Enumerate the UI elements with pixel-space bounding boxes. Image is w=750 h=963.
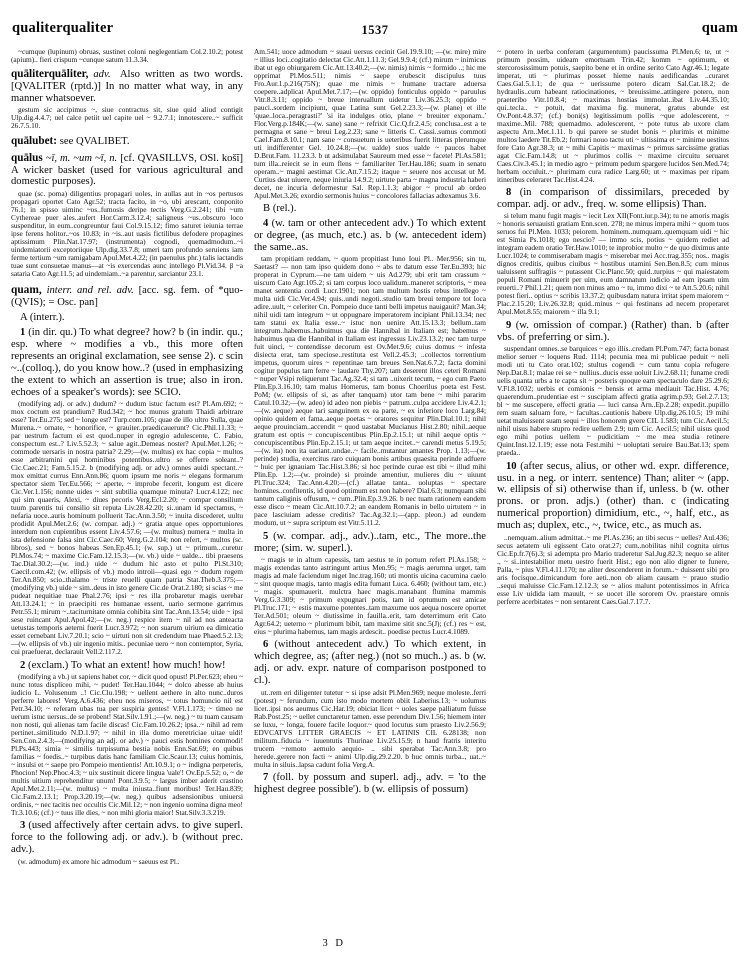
sense-definition: (without antecedent adv.) To which extent, in which degree, as; (after neg.) (not so much..) as. b (w. adj. or adv. expr. nature of comparison postponed to cl.). bbox=[254, 639, 487, 687]
definition-text: Also written as two words. [QVALITER (rptd.)] In no matter what way, in any manner whatsoever. bbox=[11, 69, 243, 104]
definition-text: A wicker basket (used for various agricultural and domestic purposes). bbox=[11, 164, 243, 188]
continued-citation: ~cumque (lupinum) obruas, sustinet coloni neglegentiam Col.2.10.2; potest (apium).. fieri crispum ~cunque satum 11.3.34. bbox=[11, 46, 243, 64]
citation-block: gestum sic accipimus ~, siue contractus sit, siue quid aliud contigit Ulp.dig.4.4.7; uel calce petiit uel capite uel ~ 9.2.7.1; innotescere..~ sufficit 26.7.5.10. bbox=[11, 105, 243, 131]
continued-citation: ~ potero in uerba conferam (argumentum) paucissuma Pl.Men.6; te, ut ~ primum possim, uideam emortuam Trin.42; komm ~ optimum, et stercorosissimum potuis, saepito bene et in ordine serito Cato Agr.46.1; legate imperat, uti ~ plurimas posset hieme nauis aedificandas ..curaret Caes.Gal.5.1.1; de qua ~ uerissume potero dicam Sal.Cat.18.2; de hydraulis..cum habeant ratiocinationes, ~ breuissime..attingere potero, non praeteribo Vitr.10.8.4; ~ maximas hostias immolat..ibat Liv.44.35.10; qui..tecla.. ~ potuit, dat maxima fig. munerat, gratus abunde est Ov.Pont.4.8.37; (cf.) boni(s) legitissimum pollis ~que adolescerent, ~ maxime..Mil. 788; quemadmo. adolescerent, ~ pote tutus ab uxore clam aspectu Arn..Met.1.11. b qui parere se studet bonis ~ plurimis et minime multos laedere Tit.Eb.2; formari nouo tactu uti ~ ultissima et ~ minime uestitos fore Cato Agr.38.3; ut ~ mihi Capitis ~ maximas ~ primus sarcissime gratias agat Cic.Fam.14.8; ut ~ plurimos collis ~ maxime circuitu seruaret Caes.Civ.3.45.1; in medio agro ~ primum pedum spargere lucidos Sen.Med.74; herbam occuluit..~ plurimam cura radice Larg.60; ut ~ maximas per ripam itineribus celeraret Tac.Hist.4.24. bbox=[497, 46, 729, 184]
citation-block: si telum manu fugit magis ~ iecit Lex XII(Font.iur.p.34); tu ne amoris magis ~ honoris seruauisti gratiam Enn.scen. 278; ne minus impera mihi ~ quom tuos seruos fui Pl.Men. 1033; peiorem. hominem..numquam..quemquam uidi ~ hic est Simia Ps.1018; ego nescio? — immo scis, potius ~ quidem rediet ad integram eadem oratio Ter.Haw.1010; te inprobior multo ~ de quo diximus ante Lucr.1024; te commiserabam magis ~ miserebar mei Acc.trag.355; nos.. magis dignos creditis, quibus ciuibus ~ hostibus utamini Sen.Ben.8.5; cum minus ualuissent suffragiis ~ putassent Cic.Planc.50; quid..turpius ~ qui maiestatem populi Romani minuerit per uim, eum damnatum iudicio ad eam ipsam uim reuerti..? Phil.1.21; quem non minus amo ~ tu, immo dixi ~ te Att.5.20.6; nihil potest fieri.. optius ~ scribis 13.37.2; quibusdam natura irritat spem maiorem ~ Plac.2.15.20; Liv.26.32.8; quid..minus ~ qui festinans ad necem properaret Apul.Met.8.55; maiorem ~ illa 9.1; bbox=[497, 211, 729, 317]
sense-2 bbox=[11, 660, 243, 672]
citation-block: (w. admodum) ex amore hic admodum ~ saeuus est Pl.. bbox=[18, 856, 180, 866]
entry-qualus bbox=[11, 153, 243, 189]
sense-7 bbox=[254, 772, 486, 796]
citation-block: ~ magis te in altum capessis, tam aestus te in portum refert Pl.As.158; ~ magis extendas tanto astringunt artius Men.95; ~ magis aerumna urget, tam magis ad male faciendum niget Inc.trag.160; uti montis uicina cacumina caelo ~ sint quoque magis, tanto magis edita fumant Luca. 6.460; (without tam, etc.) ~ magis. spumauerit. mulctra haec magis..manabant flumina mammis Verg.G.3.309; ~ primum expugnari potis, tam id optumum est amicae Pl.Truc.171; ~ estis maxume potentes..tam maxume uos aequa noscere oportet Ter.Ad.501; oleum ~ diutissime in fauilla..erit, tam deterrimum erit Cato Agr.64.2; ueterno ~ plurimum bibit, tam maxime sitit snc.5(J); (cf.) res ~ est, eius ~ plurima habemus, tam magis ardescit.. poedise pectus Lucr.4.1089. bbox=[254, 554, 486, 636]
column-3 bbox=[497, 46, 729, 917]
sense-9 bbox=[497, 320, 729, 344]
citation-block: tam propitiam reddam, ~ quom propitiast Iuno Ioui Pl.. Mer.956; sin tu, Saetast? — non tam ipso quidem dono ~ abs te datum esse Ter.Eu.393; hic properat in Cyprum.—ne tam uidem ~ uis Ad.279; ubi erit tam crassum ~ uiscum Cato Agr.105.2; si tam corpus loco ualidum..maneret scriptoris, ~ mea manet sententia cordi Lucr.1901; non tam multum hostis rebus intellego ~ multa uidi Cic.Ver.4.94; quis..undi negoti..studio tam breui tempore tot loca adire..uult, ~ celeriter Cn. Pompeio duce tanti belli impetus nauigauit? Man.34; nihil uidi tam integrum ~ ut oppugnare imperatorem incipiant Phil.13.34; nec tam statui ex Italia esse..~ istuc non uenire Att.15.13.3; bellum..tam integrum..habemus..habuimus qua die Hannibal in Italiam est; habemus ~ habuimus qua die Hannibal in Italiam est ingressus Liv.23.13.2; nec tam turpe fuit uinci, ~ contendisse decorum est Ov.Met.9.6; cuius domus ~ infesta disiecta erat, tam speciose..restituta est Vell.2.45.3; ..collectos torrentium impetus, quorum uires ~ repentinae tam breues Sen.Nat.6.7.2; facta domini cogitur populus tam ferre ~ laudare Thy.207; tam deserent illos ceteri Romani ~ nuper Vsipi reliquerunt Tac.Ag.32.4; si tam ..uixerit tecum, ~ ego cum Paeto Plin.Ep.3.16.10; tam malus Homerus, tam bonus Choerilus poeta est Fest. PoM; (w. ellipsis of si, as after tanquam) utor tam bene ~ mihi pararim Catul.10.32;—(w. adeo) id adeo non piebis ~ patrum..culpa accidere Liv.4.2.1;—(w. aeque) aeque tari sanguinem ex ea parte, ~ ex inferiore loco Larg.84; opinio quidem et fama..aeque poetas ~ oratores sequitur Plin.Dial.10.1; nihil aeque prouinciam..accendit ~ quod uastabat Mucianus Hist.2.80; nihil..aeque gratum est optis ~ concupiscentibus Plin.Ep.2.15.1; ut nihil aeque optis ~ concupiscentibus Plin.Ep.2.15.1; ut tam aeque incitet..~ carendi metus 5.19.5;—(w. ita) non ita uariant..undae..~ facile..mutantur amantes Prop. 1.13;—(w. perinde) studia, exercitus raro cuiquam bonis artibus quaesita perinde adfuere ~ huic per ignauiam Tac.Hist.3.86; si hoc perinde curae est tibi ~ illud mihi Plin.Ep. 1.2;—(w. proinde) si proinde amentiur, mulieres diu ~ uiuunt Pl.Truc.324; Tac.Ann.4.20;—(cf.) allatae tanta.. uoluptas ~ spectare homines..confitentis, id quod optimum est non habere? Dial.6.3; numquam sibi tantum caliginis offusum, ~ cum..Plin.Ep.3.9.26. b nec tuam rationem eandem esse disco ~ meam Cic.Att.10.7.2; an eandem Romanis in bello uirtutem ~ in pace lasciuiam adesse creditis? Tac.Ag.32.1;—(app. pleon.) ad eundem modum, ut ~ supra scriptum est Vitr.5.11.2. bbox=[254, 254, 486, 528]
running-head-right: quam bbox=[701, 20, 738, 36]
etymology: [acc. sg. fem. of *quo- (QVIS); = Osc. pan] bbox=[11, 285, 244, 309]
sense-number: 10 bbox=[506, 460, 517, 472]
sense-definition: (w. omission of compar.) (Rather) than. b (after vbs. of preferring or sim.). bbox=[497, 319, 729, 343]
section-heading-B: B (rel.). bbox=[263, 203, 297, 214]
citation-block: ..nemquam..alium admittat..~ me Pl.As.236; an tibi secus ~ uelles? Aul.436; secus aetatem uli egissent Cato orat.27; cum..nobilitas nihil cognita uirtus Cic.Ep.fr.7(6).3; si adempta pro Mario traderetur Sal.Jug.82.3; nequo se aliter ., ~ si..intestabilior metu uestro fuerit Hist.; ego non alio digner te funere, Palla, ~ pius V.Fl.4.11.170; ne aliter descenderent in forum..~ duissent sibi pro aris focisque..dimicandum fore aeti..non ob aliam causam ~ prauo studio ..sequi maluisse Cic.Fam.12.12.3; se ~ alios malunt potentissimos in Africa esse Liv uidida iam mauult, ~ se uocet ille sororem Ov. praestare omnis perferre acerbitates ~ non sentarent Caes.Gal.7.17.7. bbox=[497, 532, 729, 606]
sense-number: 9 bbox=[506, 319, 512, 331]
sense-definition: (foll. by possum and superl. adj., adv. = 'to the highest degree possible'). b (w. ellipsis of possum) bbox=[254, 772, 486, 795]
running-head-left: qualiterqualiter bbox=[12, 20, 114, 36]
column-container bbox=[11, 46, 739, 917]
continued-citation: Am.541; uoce admodum ~ suaui uersus cecinit Gel.19.9.10; —(w. mire) mire ~ illius loci..cogitatio delectat Cic.Att.1.11.3; Gel.9.9.4; (cf.) mirum ~ inimicus ibat ut ego obiurgarem Cic.Att.13.40.2;—(w. nimis) nimis ~ formido ..; hic me opprimat Pl.Mos.511; nimis ~ saepe erubescit discipulus tuus Fro.Aur.1.p.216(75N); quae me nimis ~ humane tractare aduersa coepere..adplicat Apul.Met.7.17;—(w. oppido) fonticulus oppido ~ paruulus Vitr.8.3.11; oppido ~ breue interuallum uidetur Liv.36.25.3; oppido ~ pauci..sordem incipiunt, quae Latina sunt Gel.2.23.3;—(w. plane) et ille 'quae..loca..peragrasti?' 'si ita indulges otio, plane ~ breuiter exponam..' Flor.Verg.p.184K;—(w. sane) sane ~ refrixit Cic.Q.fr.2.4.5; conclusa..est a te permagna et sane ~ breui Leg.2.23; sane ~ litteris C. Cassi..sumus commoti Cael.Fam.8.10.1; nam sane ~ consuetum is ueteribus fuerit litteras plerumque uti indifferenter Gel. 10.24.8;—(w. ualde) suos ualde ~ paucos habet D.Brut.Fam. 11.23.3. b ut adsimulabat Saureum med esse ~ facete! Pl.As.581; tum illa..reiecit se in eum flens ~ familiariter Ter.Hau.186; suam in senatu operam..~ magni aestimat Cic.Att.7.15.2; itaque ~ seuere nos accusat ut M. Curtius deat uiuere, neque iniuria 14.9.2; uirtute parta ~ magna industria haberi decet, ne incuria deformestur Sal. Rep.1.1.3; abigor ~ procul ab ordeo Apul.Met.3.26; exordio sermonis huius ~ concolores fallacias adtexamus 3.6. bbox=[254, 46, 486, 200]
sense-definition: (in comparison of dissimilars, preceded by compar. adj. or adv., freq. w. some ellipsis) Than. bbox=[497, 187, 730, 210]
cross-reference: see QVALIBET. bbox=[59, 135, 130, 147]
sense-8 bbox=[497, 187, 729, 211]
column-1 bbox=[11, 46, 243, 917]
citation-block: ut..rem eri diligenter tutetur ~ si ipse adsit Pl.Men.969; neque moleste..ferri (potest) ~ ferundum, cum isto modo mortem obiit Laberius.13; ~ uolumus licet..ipsi nos aeumus Cic.Har.19; obiciat licet ~ uoles saepe palliatum fuisse Rab.Post.25; ~ uellet cunctaretur tamen. esse perendum Div.1.56; hiemem inter se luxu, ~ longa, fouere facile loquor.~ quod locutus sum praesto Liv.2.56.9; EDVCATVS LITTER GRAECIS ~ ET LATINIS CIL 6.28138; non militum..fiducia ~ iuuentutis Thurinae Liv.25.15.9; n haud fratris interitu trucem ~remoto aemulo aequio- .. sibi sperabat Tac.Ann.3.8; pro herede..gerere non facti ~ animi Ulp.dig.29.2.20. b huc omnis turba.., uat..~ multa in siluis..lapsa cadunt folia Verg.A. bbox=[254, 687, 486, 769]
sense-definition: (w. compar. adj., adv.)..tam, etc., The more..the more; (sim. w. superl.). bbox=[254, 530, 486, 554]
entry-qualiterqualiter bbox=[11, 69, 243, 105]
grammar-label: interr. and rel. adv. bbox=[46, 285, 134, 297]
sense-number: 4 bbox=[263, 217, 269, 229]
sense-definition: (after secus, alius, or other wd. expr. difference, usu. in a neg. or interr. sentence) Than; aliter ~ (app. w. ellipsis of si) otherwise than if, unless. b (w. other prons. or pron. adjs.) (other) than. c (indicating numerical proportion) dimidium, etc., ~, half, etc., as much as; duplex, etc., ~, twice, etc., as much as. bbox=[497, 460, 730, 532]
entry-qualubet bbox=[11, 136, 243, 148]
sense-5 bbox=[254, 531, 486, 555]
sense-number: 2 bbox=[20, 659, 26, 671]
running-head bbox=[12, 20, 738, 42]
sense-number: 5 bbox=[263, 530, 269, 542]
entry-quam bbox=[11, 285, 243, 309]
sense-number: 7 bbox=[263, 772, 269, 784]
sense-number: 1 bbox=[20, 327, 26, 339]
section-heading-A: A (interr.). bbox=[20, 312, 65, 324]
citation-block: quae (sc. poma) diligentius propagari uoles, in aullas aut in ~os pertusos propagari oportet Cato Agr.52; tracta facito, in ~o, ubi arescant, conponito 76.1; in spisso uiminc ~os..fumosis deripe tectis Verg.G.2.241; tibi ~um Cythereae puer ales..aufert Hor.Carm.3.12.4; saligneus ~us..obscuro loco suspenditur, in eum..congreuntur faui Col.9.15.12; fimo saturet ieiunia terrae ipse ferens holitor..~os 10.83; in ~is..aut uasis fictilibus defodere propagines aptissimum Plin.Nat.17.97; (instrumenta) cognodi, quemadmodum..~i uindemiatorii exceptoriique Ulp.dig.33.7.8; umeri tam profundo seruiens iam ferme tertium ~um ramigabam Apul.Met.4.22; (in paenulus phr.) talis iactandis tuae sunt consuetae manus—at ~is exercendas aunc intellego Pl.Vid.34. β ~a sataria Cato Agr.11.5; ad uindemiam..~a parentur, sarciantur 23.1. bbox=[11, 188, 243, 278]
sense-1 bbox=[11, 327, 243, 398]
column-2 bbox=[254, 46, 486, 917]
grammar-label: adv. bbox=[93, 69, 111, 80]
etymology: [cf. QVASILLVS, OSl. košĭ] bbox=[120, 152, 244, 164]
inflection: ~ī, m. ~um ~ī, n. bbox=[45, 152, 118, 164]
sense-number: 6 bbox=[263, 639, 269, 651]
headword: quāliterquāliter, bbox=[11, 68, 89, 80]
sense-definition: (w. tam or other antecedent adv.) To which extent or degree, (as much, etc.) as. b (w. antecedent idem) the same..as. bbox=[254, 217, 487, 253]
sense-4 bbox=[254, 218, 486, 254]
signature-mark-container bbox=[0, 938, 750, 949]
folio-number: 1537 bbox=[361, 23, 389, 37]
headword: quam, bbox=[11, 284, 42, 297]
sense-3 bbox=[11, 820, 243, 856]
sense-definition: (exclam.) To what an extent! how much! how! bbox=[28, 659, 226, 671]
citation-block: (modifying a vb.) ut sapiens habet cor, ~ dicit quod opust! Pl.Per.623; eheu ~ nunc totus displiceo mihi, ~ pudet! Ter.Hau.1044; ~ dolco abesse ab huius iudicio L. Volusenum ..! Cic.Clu.198; ~ uellent aethere in alto nunc..duros perferre labores! Verg.A.6.436; eheu nos miseros, ~ totus homuncio nil est Petr.34.10; ~ referam ubas tua per suspiria gentes! V.Fl.1.173; ~ timeo ne uerum istuc uersus..de se probent! Stat.Silv.1.91.;—(w. neg.) ~ tu tuam causam non nosti, qui alienas tam facile discas! Cic.Fam.10.26.2; ipsa..~ nihil ad rem pertinet..similitudo N.D.1.97; ~ nihil in illa domo meretriciae uitae uidi! Sen.Con.2.4.3;—(modifying an adj. or adv.) ~ pauci estis homines commodi! Pl.Ps.443; simia ~ similis turpissuma bestia nobis Enn.Sat.69; en quibus familias ~ foedis..~ turpibus datis hanc familiam Cic.Scaur.13; cuius hominis, ~ insulsi et ~ saepe pro Pompeio mentientis! Att.10.9.1; o ~ indigna perpeteris, Phocion! Nep.Phoc.4.3; ~ uix sustinuit dicere lingua 'uale'! Ov.Ep.5.52; o, ~ de multis uitium reprehenditur unum! Pont.3.9.5; ~ largus imber aderit crastino Apul.Met.2.11;—(w. multus) ~ multa iniusta..fiunt moribus! Ter.Hau.839; Cic.Fam.2.13.1; Prop.3.20.19;—(w. neg.) quibus adsensionibus uniuersi ordinis, ~ nec tacitis nec occultis Cic.Mil.12; ~ non ingenio uomina digna meo! Tr.3.10.6; (cf.) ~ tuus ille dies, ~ non mihi gloria maior! Stat.Silv.3.3.219. bbox=[11, 671, 243, 817]
sense-6 bbox=[254, 639, 486, 687]
headword: quālus bbox=[11, 151, 43, 164]
sense-number: 3 bbox=[20, 820, 26, 832]
signature-mark: 3 D bbox=[322, 938, 346, 949]
citation-block: (modifying adj. or adv.) dudum? ~ dudum istuc factum est? Pl.Am.692; ~ mox coctum est prandium? Rud.342; ~ hoc munus gratum Thaidi arbitrare esse? Ter.Eu.275; sed ~ longe est? Turp.com.105; quae de illo ultro Sulla, quae Murena..~ ornate, ~ honorifice, ~ grauiter..praedicauerunt? Cic.Phil.11.33; ~ par uestrum factum ei est quod..nuper in egregio adulescente, C. Fabio, conspectum est..? Liv.5.52.3; ~ salue agit..Demeas noster? Apul.Met.1.26; ~ commode uersaris in nostra patria? 2.29;—(w. multus) ex hac copia ~ multos esse arbitramini qui hominibus potentibus..ultro se offerre soleant..? Cic.Caec.21; Fam.5.15.2. b (modifying adj. or adv.) omnes auidi spectant..~ mox emittat currus Enn.Ann.86; quom ipsum me noris ~ elegans formarum spectator siem Ter.Eu.566; ~ aperte, ~ improbe fecerit, longum est dicere Cic.Ver.1.156; nonne uides ~ sint subtilia quamque minuta? Lucr.4.122; nec qui sim quaeris, Alexi, ~ diues pecoris Verg.Ecl.2.20; ~ compar consilium tuum parentis tui consilio sit reputa Liv.28.42.20; si..unam id spectamus, ~ nefaria uoce..auris hominum polluerit Tac.Ann.3.50; ~ inuita discederet, uultu prodidit Apul.Met.2.6; (w. compar. adj.) ~ gratia atque opes opportuniores interdum non cupientibus essent Liv.4.57.6; —(w. multus) numera ~ multa in ista defensione falsa sint Cic.Caec.60; Verg.G.2.104; non refert, ~ multos (sc. libros), sed ~ bonos habeas Sen.Ep.45.1; (w. sup.) ut ~ primum...curetur Pl.Mos.74; ~ maxime Cic.Fam.12.15.3;—(w. vb.) uide ~ ualde... tibi praesens Tac.Dial.30.2;—(w. ind.) uide ~ dudum hic asto et pulto Pl.St.310; Caecil.com.42; (w. ellipsis of vb.) modo introii—quasi ego ~ dudum rogem Ter.An.850; scio..thalamo ~ triste reuelli quam patria Stat.Theb.3.375;—(modifying vb.) uide ~ sim..deus in isto genere Cic.de Orat.2.180; si scias ~ me pudeat nequitiae tuae Phal.2.76; ipsi ~ res illa probaretur magis uerebar Att.13.24.1; ~ in praecipiti res humanae essent, uario sermone garrimus Petr.55.1; mirum ~..taciturnitate omnia cohibita sint Tac.Ann.13.54; uide ~ ipsi sese ruincant Apul.Apol.42;—(w. neg.) respice item ~ nil ad nos anteacta uetustas temporis aeterni fuerit Lucr.3.972; ~ non suarum uirium ea dimicatio esset cernebant Liv.7.20.1; scio ~ uirtuti non sit credendum tuae Phaed.5.2.13;—(w. ellipsis of vb.) uir ingenio mitis.. pecuniae uero ~ non contemptor, Syria, cui praefuerat, declarauit Vell.2.117.2. bbox=[11, 399, 243, 656]
sense-number: 8 bbox=[506, 187, 512, 198]
sense-definition: (in dir. qu.) To what degree? how? b (in indir. qu.; esp. where ~ modifies a vb., this more often represents an original exclamation, see sense 2). c scin ~..(colloq.), do you know how..? (used in emphasizing the extent to which an assertion is true; also in iron. echoes of a speaker's words): see SCIO. bbox=[11, 327, 244, 398]
sense-definition: (used affectively after certain advs. to give superl. force to the following adj. or adv.). b (without prec. adv.). bbox=[11, 820, 243, 856]
citation-block: suspendant omnes..se barquices ~ ego illis..credam Pl.Pom.747; facta bonast melior seruer ~ loquens Rud. 1114; pecunia mea mi publicae peduit ~ neli modi uti tu Cato orat.102; stultus cogendi ~ cum tantu copia refugere Nep.Dat.8.1; malae rei se ~ nullius..ducis esse uoluit Liv.2.68.11; funame credi uelis quanta urbs a te capta sit ~ posteris quoque eam spectaculo dare 25.29.6; V.Fl.8.1032; uerbis et comionis ~ bensis et arma mediauit Tac.Hist. 4.76; quaerendum..prudentiae est ~ suscipiam affecti gratia agrim.p.93; Gel.2.7.13; bl ~ me suscepere, effecti gratia — luci cansa Arn..Ep.2.28; expedit..pupillo rem suam saluam fore, ~ facultas..cautionis habere Ulp.dig.26.10.5; 19 mihi uetat maluissent suam sequi ~ illos honorem gvere CIL 1.583; tum Cic.Aecil.5; nihil uisus habere stupro redire uellem 2.9; tum Cic. Aecil.5; nihil uisus quod ego mihi potius uellem ~ pudicitiam ~ me mea studia retinere Quint.Inst.12.1.19; esse nota Fest.mihi ~ uoluptati seruire Bau.Bat.13; spem praeda.. bbox=[497, 344, 729, 458]
sense-10 bbox=[497, 461, 729, 532]
headword: quālubet: bbox=[11, 134, 58, 147]
